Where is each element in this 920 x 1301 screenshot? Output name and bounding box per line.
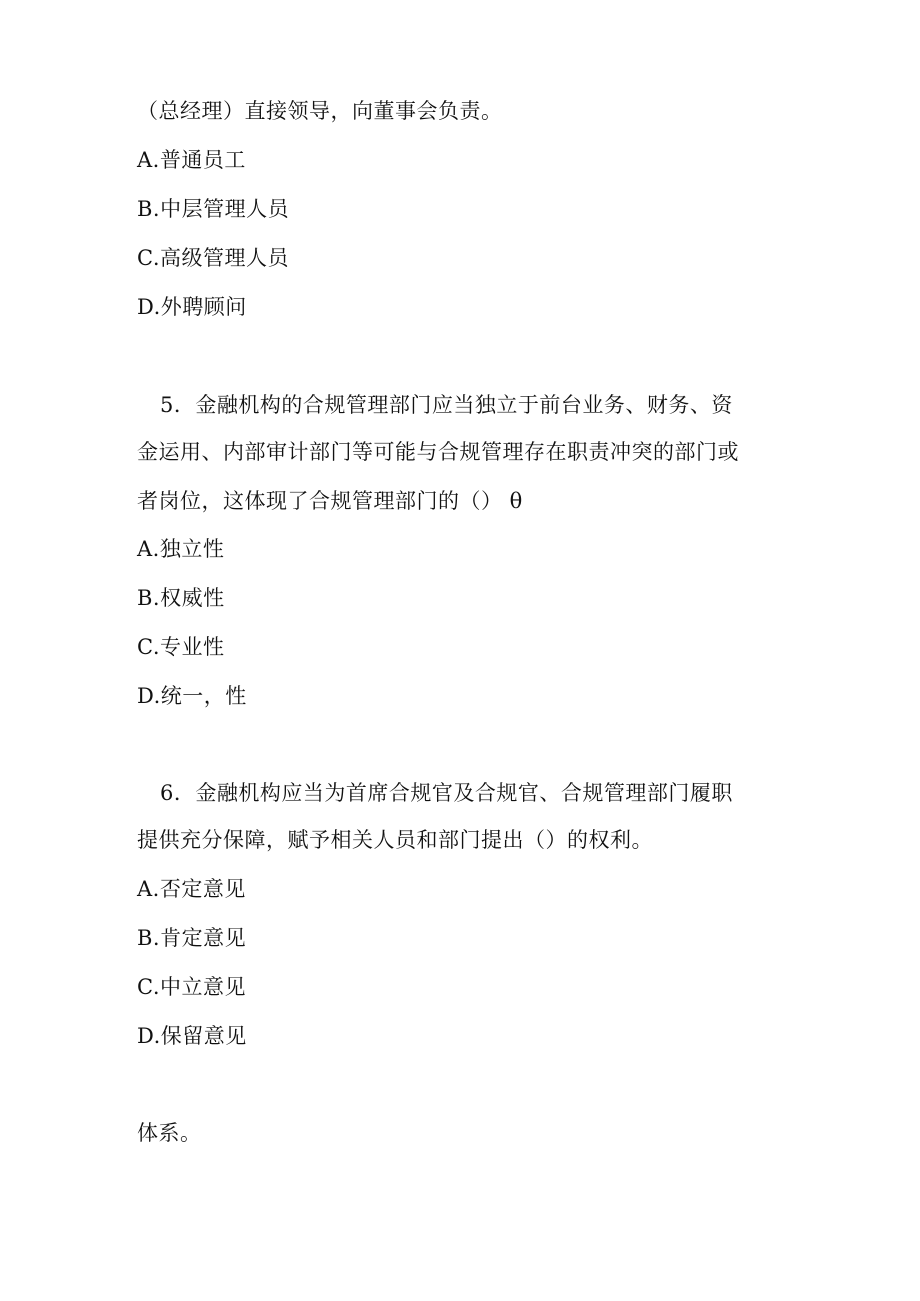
q5-option-b: B.权威性 [137, 586, 225, 610]
q4-option-c: C.高级管理人员 [137, 246, 289, 270]
q6-option-d: D.保留意见 [137, 1024, 247, 1048]
q6-option-c: C.中立意见 [137, 975, 246, 999]
q5-option-c: C.专业性 [137, 635, 225, 659]
q5-option-a: A.独立性 [137, 537, 225, 561]
q4-option-a: A.普通员工 [137, 148, 246, 172]
q4-option-b: B.中层管理人员 [137, 197, 290, 221]
q5-stem-line-2: 金运用、内部审计部门等可能与合规管理存在职责冲突的部门或 [137, 440, 739, 464]
q4-stem: （总经理）直接领导，向董事会负责。 [137, 99, 503, 123]
q6-option-a: A.否定意见 [137, 877, 246, 901]
tail-text: 体系。 [137, 1121, 202, 1145]
q5-stem-line-3: 者岗位，这体现了合规管理部门的（） θ [137, 489, 523, 513]
q6-stem-line-2: 提供充分保障，赋予相关人员和部门提出（）的权利。 [137, 828, 653, 852]
q6-option-b: B.肯定意见 [137, 926, 247, 950]
q4-option-d: D.外聘顾问 [137, 295, 247, 319]
q5-option-d: D.统一，性 [137, 684, 247, 708]
q6-stem-line-1: 6．金融机构应当为首席合规官及合规官、合规管理部门履职 [160, 781, 733, 805]
q5-stem-line-1: 5．金融机构的合规管理部门应当独立于前台业务、财务、资 [160, 393, 733, 417]
